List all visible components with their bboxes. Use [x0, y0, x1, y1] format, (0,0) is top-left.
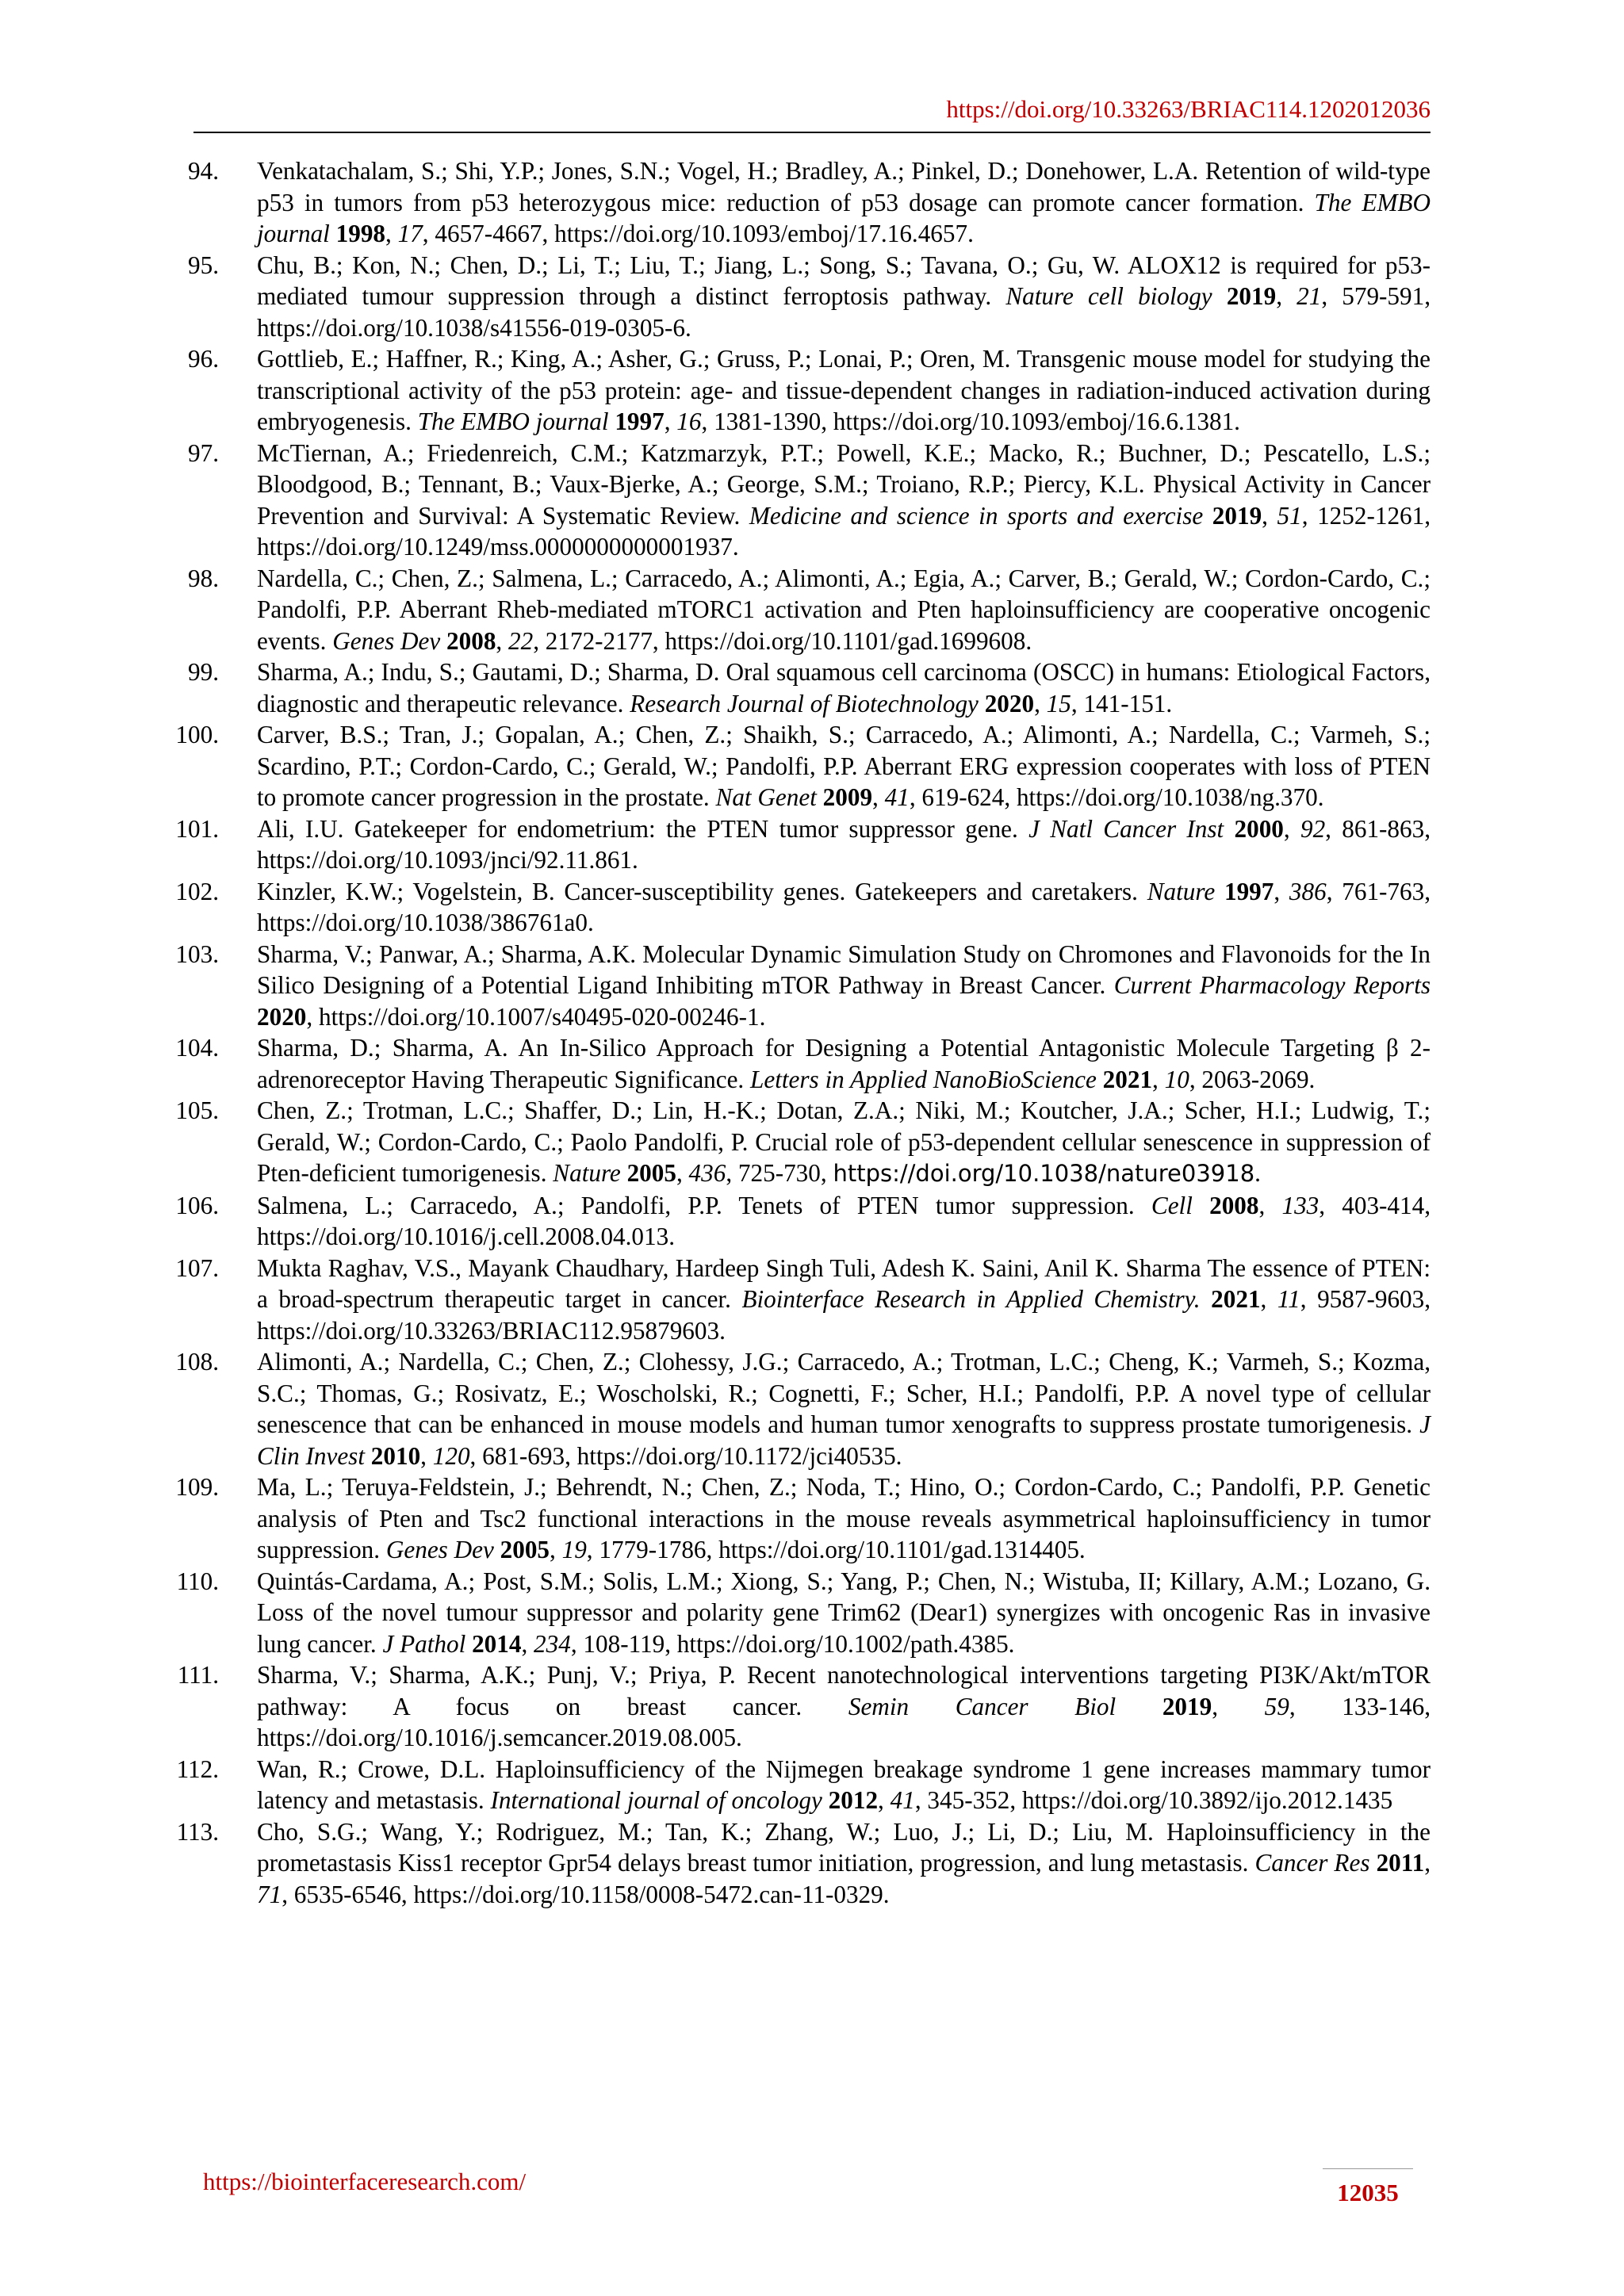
reference-segment: , — [1274, 877, 1289, 905]
reference-segment — [330, 220, 336, 247]
reference-journal: Current Pharmacology Reports — [1113, 971, 1431, 999]
reference-text — [257, 1034, 1431, 1093]
reference-text — [257, 1192, 1431, 1251]
header-rule — [193, 132, 1431, 133]
reference-item — [173, 438, 1431, 563]
reference-number: 97. — [188, 438, 219, 467]
reference-segment: Salmena, L.; Carracedo, A.; Pandolfi, P.P. Tenets of PTEN tumor suppression. — [257, 1191, 1151, 1219]
reference-item — [173, 155, 1431, 250]
reference-text — [257, 940, 1431, 1031]
reference-text — [257, 251, 1431, 342]
reference-segment: , — [496, 626, 508, 655]
reference-segment: Chen, Z.; Trotman, L.C.; Shaffer, D.; Lin, H.-K.; Dotan, Z.A.; Niki, M.; Koutcher, J.A.; Scher, H.I.; Ludwig, T.; Gerald, W.; Cordon-Cardo, C.; Paolo Pandolfi, P. Crucial role of p53-dependent cellular senescence in suppression of Pten-deficient tumorigenesis. — [257, 1096, 1431, 1187]
reference-segment: Sharma, V.; Sharma, A.K.; Punj, V.; Priya, P. Recent nanotechnological interventions targeting PI3K/Akt/mTOR pathway: A focus on breast cancer. — [257, 1661, 1431, 1720]
reference-year: 2014 — [472, 1629, 522, 1658]
reference-journal: J Clin Invest — [257, 1410, 1431, 1470]
reference-year: 2009 — [822, 783, 873, 811]
reference-text — [257, 878, 1431, 937]
reference-segment: , — [878, 1786, 891, 1814]
reference-segment: Carver, B.S.; Tran, J.; Gopalan, A.; Chen, Z.; Shaikh, S.; Carracedo, A.; Alimonti, A.; Nardella, C.; Varmeh, S.; Scardino, P.T.; Cordon-Cardo, C.; Gerald, W.; Pandolfi, P.P. Aberrant ERG expression cooperates with loss of PTEN to promote cancer progression in the prostate. — [257, 721, 1431, 811]
reference-text — [257, 1755, 1431, 1815]
reference-number: 108. — [175, 1348, 219, 1376]
reference-item — [173, 656, 1431, 719]
reference-segment — [1224, 815, 1234, 843]
reference-segment: , — [385, 220, 398, 247]
reference-year: 2008 — [446, 626, 496, 655]
reference-text — [257, 1096, 1431, 1187]
footer-rule — [1323, 2168, 1413, 2169]
reference-segment: , — [550, 1536, 562, 1563]
reference-journal: 11 — [1277, 1285, 1300, 1313]
reference-number: 102. — [175, 877, 219, 905]
reference-segment: McTiernan, A.; Friedenreich, C.M.; Katzmarzyk, P.T.; Powell, K.E.; Macko, R.; Buchner, D.; Pescatello, L.S.; Bloodgood, B.; Tennant, B.; Vaux-Bjerke, A.; George, S.M.; Troiano, R.P.; Piercy, K.L. Physical Activity in Cancer Prevention and Survival: A Systematic Review. — [257, 438, 1431, 530]
reference-number: 101. — [175, 814, 219, 843]
reference-journal: Biointerface Research in Applied Chemistry. — [741, 1285, 1201, 1313]
reference-text — [257, 815, 1431, 874]
reference-journal: J Natl Cancer Inst — [1028, 814, 1224, 843]
reference-segment: Mukta Raghav, V.S., Mayank Chaudhary, Hardeep Singh Tuli, Adesh K. Saini, Anil K. Sharma The essence of PTEN: a broad-spectrum therapeutic target in cancer. — [257, 1253, 1431, 1313]
reference-segment: , — [1260, 1285, 1277, 1313]
reference-journal: Nat Genet — [715, 783, 817, 811]
reference-segment: , 6535-6546, https://doi.org/10.1158/0008-5472.can-11-0329. — [282, 1880, 890, 1908]
reference-journal: 41 — [884, 783, 910, 811]
reference-segment: , 1381-1390, https://doi.org/10.1093/emboj/16.6.1381. — [701, 408, 1240, 435]
reference-journal: 10 — [1164, 1065, 1189, 1093]
reference-journal: J Pathol — [382, 1629, 466, 1658]
reference-item — [173, 813, 1431, 876]
reference-journal: Cancer Res — [1254, 1849, 1370, 1877]
reference-segment: , 1252-1261, https://doi.org/10.1249/mss.0000000000001937. — [257, 501, 1431, 561]
reference-number: 105. — [175, 1096, 219, 1124]
reference-segment: , 579-591, https://doi.org/10.1038/s41556-019-0305-6. — [257, 282, 1431, 342]
reference-segment — [1116, 1693, 1162, 1720]
reference-number: 103. — [175, 939, 219, 968]
reference-item — [173, 343, 1431, 438]
reference-number: 96. — [188, 345, 219, 373]
reference-number: 100. — [175, 721, 219, 748]
reference-year: 2021 — [1211, 1285, 1261, 1313]
reference-year: 2019 — [1212, 501, 1262, 530]
reference-segment — [822, 1786, 829, 1814]
reference-segment: , 2063-2069. — [1189, 1065, 1316, 1093]
reference-segment: , 2172-2177, https://doi.org/10.1101/gad.1699608. — [533, 626, 1032, 655]
reference-number: 106. — [175, 1191, 219, 1219]
reference-year: 2019 — [1226, 282, 1277, 310]
reference-item — [173, 1471, 1431, 1566]
reference-segment: , 681-693, https://doi.org/10.1172/jci40535. — [469, 1441, 902, 1470]
reference-segment: , 1779-1786, https://doi.org/10.1101/gad.1314405. — [586, 1536, 1086, 1563]
reference-segment: , 141-151. — [1071, 689, 1173, 718]
reference-segment: , 725-730, — [726, 1159, 833, 1187]
reference-journal: Genes Dev — [385, 1536, 494, 1563]
reference-year: 2005 — [626, 1159, 676, 1187]
reference-segment — [1193, 1192, 1209, 1219]
reference-text — [257, 1254, 1431, 1345]
reference-segment — [979, 690, 985, 718]
reference-segment: , — [872, 783, 885, 811]
reference-segment: , — [1276, 282, 1297, 310]
reference-journal: 386 — [1289, 877, 1327, 905]
reference-segment: , — [1034, 689, 1047, 718]
reference-item — [173, 719, 1431, 813]
reference-segment: , 345-352, https://doi.org/10.3892/ijo.2012.1435 — [914, 1786, 1393, 1814]
reference-segment: , 4657-4667, https://doi.org/10.1093/emboj/17.16.4657. — [422, 220, 974, 247]
reference-text — [257, 564, 1431, 655]
reference-segment — [621, 1159, 627, 1187]
reference-segment: , 133-146, https://doi.org/10.1016/j.semcancer.2019.08.005. — [257, 1692, 1431, 1751]
reference-journal: Research Journal of Biotechnology — [630, 689, 979, 718]
reference-year: 1998 — [335, 220, 386, 247]
reference-segment: , 108-119, https://doi.org/10.1002/path.4385. — [570, 1629, 1015, 1658]
reference-segment: Chu, B.; Kon, N.; Chen, D.; Li, T.; Liu, T.; Jiang, L.; Song, S.; Tavana, O.; Gu, W. ALOX12 is required for p53-mediated tumour suppression through a distinct ferroptosis pathway. — [257, 251, 1431, 310]
reference-text — [257, 1473, 1431, 1563]
reference-journal: Nature — [553, 1159, 621, 1187]
reference-number: 111. — [177, 1661, 219, 1689]
reference-item — [173, 1253, 1431, 1347]
reference-journal: Medicine and science in sports and exercise — [749, 501, 1204, 530]
reference-segment — [817, 783, 823, 811]
reference-year: 1997 — [615, 408, 665, 435]
reference-item — [173, 939, 1431, 1033]
reference-item — [173, 1754, 1431, 1816]
reference-segment: , 861-863, https://doi.org/10.1093/jnci/92.11.861. — [257, 814, 1431, 874]
reference-journal: 133 — [1281, 1191, 1320, 1219]
reference-journal: International journal of oncology — [490, 1786, 822, 1814]
reference-year: 2020 — [984, 689, 1035, 718]
reference-segment: , — [521, 1629, 534, 1658]
reference-list — [173, 155, 1431, 1910]
reference-text — [257, 1818, 1431, 1908]
reference-journal: Genes Dev — [332, 626, 441, 655]
reference-number: 98. — [188, 564, 219, 592]
reference-segment — [365, 1442, 371, 1470]
reference-segment: , 403-414, https://doi.org/10.1016/j.cell.2008.04.013. — [257, 1191, 1431, 1250]
reference-journal: 436 — [688, 1159, 726, 1187]
reference-item — [173, 1566, 1431, 1660]
reference-segment: , — [1283, 814, 1300, 843]
reference-journal: The EMBO journal — [417, 408, 609, 435]
reference-journal: 59 — [1264, 1692, 1289, 1720]
reference-segment — [440, 627, 446, 655]
footer-journal-link[interactable]: https://biointerfaceresearch.com/ — [203, 2168, 527, 2195]
reference-segment: Quintás-Cardama, A.; Post, S.M.; Solis, L.M.; Xiong, S.; Yang, P.; Chen, N.; Wistuba, II; Killary, A.M.; Lozano, G. Loss of the novel tumour suppressor and polarity gene Trim62 (Dear1) synergizes with oncogenic Ras in invasive lung cancer. — [257, 1567, 1431, 1658]
reference-text — [257, 658, 1431, 718]
reference-segment: , — [1212, 1692, 1265, 1720]
reference-journal: Semin Cancer Biol — [848, 1692, 1116, 1720]
reference-year: 2019 — [1162, 1692, 1212, 1720]
reference-text — [257, 1661, 1431, 1751]
reference-number: 107. — [175, 1253, 219, 1282]
reference-journal: 19 — [561, 1536, 587, 1563]
reference-segment: Kinzler, K.W.; Vogelstein, B. Cancer-susceptibility genes. Gatekeepers and caretakers. — [257, 877, 1147, 905]
reference-item — [173, 250, 1431, 344]
reference-segment: , 9587-9603, https://doi.org/10.33263/BRIAC112.95879603. — [257, 1285, 1431, 1345]
reference-segment: , — [1152, 1065, 1165, 1093]
reference-year: 2010 — [370, 1441, 421, 1470]
reference-segment — [1212, 282, 1227, 310]
reference-year: 2005 — [500, 1536, 550, 1563]
reference-segment: , https://doi.org/10.1007/s40495-020-00246-1. — [306, 1002, 766, 1031]
reference-segment: Cho, S.G.; Wang, Y.; Rodriguez, M.; Tan, K.; Zhang, W.; Luo, J.; Li, D.; Liu, M. Haploinsufficiency in the prometastasis Kiss1 receptor Gpr54 delays breast tumor initiation, progression, and lung metastasis. — [257, 1817, 1431, 1877]
reference-item — [173, 1032, 1431, 1095]
reference-text — [257, 157, 1431, 247]
reference-segment — [465, 1630, 472, 1658]
reference-segment — [494, 1536, 500, 1563]
reference-year: 1997 — [1224, 877, 1274, 905]
reference-year: 2008 — [1209, 1191, 1259, 1219]
reference-year: 2000 — [1234, 814, 1284, 843]
reference-item — [173, 1095, 1431, 1190]
reference-year: 2011 — [1376, 1849, 1425, 1877]
reference-item — [173, 563, 1431, 657]
reference-journal: 21 — [1297, 282, 1322, 310]
reference-journal: The EMBO journal — [257, 188, 1431, 247]
reference-number: 113. — [176, 1817, 219, 1846]
reference-item — [173, 1346, 1431, 1471]
reference-segment: , — [1258, 1191, 1282, 1219]
reference-journal: Nature cell biology — [1005, 282, 1212, 310]
reference-journal: Letters in Applied NanoBioScience — [750, 1065, 1097, 1093]
reference-journal: 17 — [397, 220, 423, 247]
reference-segment: . — [1254, 1159, 1261, 1187]
reference-segment: Alimonti, A.; Nardella, C.; Chen, Z.; Clohessy, J.G.; Carracedo, A.; Trotman, L.C.; Cheng, K.; Varmeh, S.; Kozma, S.C.; Thomas, G.; Rosivatz, E.; Woscholski, R.; Cognetti, F.; Scher, H.I.; Pandolfi, P.P. A novel type of cellular senescence that can be enhanced in mouse models and human tumor xenografts to suppress prostate tumorigenesis. — [257, 1348, 1431, 1438]
reference-segment — [1215, 878, 1224, 905]
reference-journal: 71 — [257, 1880, 282, 1908]
reference-item — [173, 876, 1431, 939]
reference-segment: Ali, I.U. Gatekeeper for endometrium: the PTEN tumor suppressor gene. — [257, 814, 1029, 843]
reference-text — [257, 1348, 1431, 1470]
reference-segment: Ma, L.; Teruya-Feldstein, J.; Behrendt, N.; Chen, Z.; Noda, T.; Hino, O.; Cordon-Cardo, C.; Pandolfi, P.P. Genetic analysis of Pten and Tsc2 functional interactions in the mouse reveals asymmetrical haploinsufficiency in tumor suppression. — [257, 1473, 1431, 1563]
reference-segment: Wan, R.; Crowe, D.L. Haploinsufficiency of the Nijmegen breakage syndrome 1 gene increases mammary tumor latency and metastasis. — [257, 1755, 1431, 1814]
reference-segment: Venkatachalam, S.; Shi, Y.P.; Jones, S.N.; Vogel, H.; Bradley, A.; Pinkel, D.; Donehower, L.A. Retention of wild-type p53 in tumors from p53 heterozygous mice: reduction of p53 dosage can promote cancer formation. — [257, 157, 1431, 216]
reference-journal: 51 — [1277, 501, 1302, 530]
reference-journal: 234 — [534, 1629, 571, 1658]
reference-text — [257, 721, 1431, 811]
reference-segment — [1201, 1285, 1212, 1313]
reference-journal: 41 — [890, 1786, 915, 1814]
reference-segment — [1369, 1849, 1376, 1877]
reference-number: 104. — [175, 1034, 219, 1062]
reference-journal: Cell — [1151, 1191, 1193, 1219]
reference-text — [257, 439, 1431, 561]
reference-year: 2020 — [257, 1002, 307, 1031]
reference-segment: Nardella, C.; Chen, Z.; Salmena, L.; Carracedo, A.; Alimonti, A.; Egia, A.; Carver, B.; Gerald, W.; Cordon-Cardo, C.; Pandolfi, P.P. Aberrant Rheb-mediated mTORC1 activation and Pten haploinsufficiency are cooperative oncogenic events. — [257, 564, 1431, 655]
reference-number: 110. — [176, 1567, 219, 1595]
reference-journal: 120 — [432, 1441, 470, 1470]
reference-segment: , — [676, 1159, 689, 1187]
reference-segment: Gottlieb, E.; Haffner, R.; King, A.; Asher, G.; Gruss, P.; Lonai, P.; Oren, M. Transgenic mouse model for studying the transcriptional activity of the p53 protein: age- and tissue-dependent changes in radiation-induced activation during embryogenesis. — [257, 345, 1431, 435]
reference-segment: , — [1424, 1849, 1431, 1877]
reference-journal: 15 — [1046, 689, 1071, 718]
reference-item — [173, 1659, 1431, 1754]
reference-text — [257, 1567, 1431, 1658]
header-doi-link[interactable]: https://doi.org/10.33263/BRIAC114.1202012036 — [946, 95, 1431, 123]
reference-segment: Sharma, D.; Sharma, A. An In-Silico Approach for Designing a Potential Antagonistic Molecule Targeting β 2-adrenoreceptor Having Therapeutic Significance. — [257, 1034, 1431, 1093]
reference-journal: 16 — [676, 408, 702, 435]
reference-item — [173, 1816, 1431, 1911]
reference-journal: 92 — [1300, 814, 1326, 843]
reference-number: 95. — [188, 251, 219, 279]
reference-segment: , 761-763, https://doi.org/10.1038/386761a0. — [257, 877, 1431, 936]
reference-segment: , — [420, 1441, 433, 1470]
reference-number: 112. — [176, 1755, 219, 1783]
reference-segment: , — [664, 408, 677, 435]
reference-journal: Nature — [1147, 877, 1216, 905]
reference-segment: Sharma, A.; Indu, S.; Gautami, D.; Sharma, D. Oral squamous cell carcinoma (OSCC) in humans: Etiological Factors, diagnostic and therapeutic relevance. — [257, 658, 1431, 718]
reference-number: 109. — [175, 1473, 219, 1501]
reference-number: 94. — [188, 157, 219, 185]
reference-segment: , 619-624, https://doi.org/10.1038/ng.370. — [909, 783, 1324, 811]
reference-segment — [1203, 502, 1212, 530]
reference-year: 2012 — [828, 1786, 879, 1814]
reference-segment: , — [1262, 501, 1277, 530]
reference-segment — [1097, 1066, 1103, 1093]
reference-doi: https://doi.org/10.1038/nature03918 — [833, 1160, 1255, 1187]
reference-year: 2021 — [1102, 1065, 1153, 1093]
reference-segment: Sharma, V.; Panwar, A.; Sharma, A.K. Molecular Dynamic Simulation Study on Chromones and Flavonoids for the In Silico Designing of a Potential Ligand Inhibiting mTOR Pathway in Breast Cancer. — [257, 939, 1431, 999]
reference-journal: 22 — [508, 626, 534, 655]
reference-number: 99. — [188, 658, 219, 686]
reference-item — [173, 1190, 1431, 1253]
reference-text — [257, 345, 1431, 435]
page-number: 12035 — [1337, 2179, 1399, 2206]
